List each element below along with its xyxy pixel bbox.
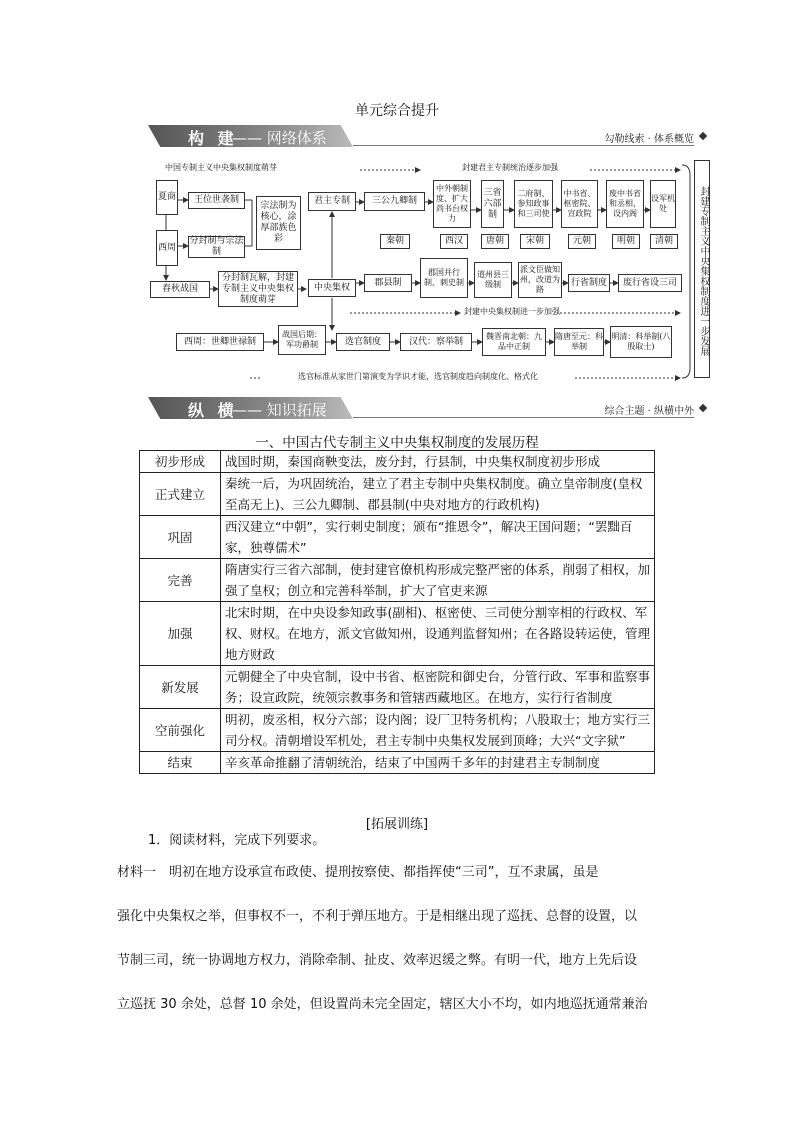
row-key: 正式建立	[140, 473, 221, 516]
table-row	[140, 752, 655, 774]
banner-big: 构 建	[188, 129, 238, 148]
banner-sub: 勾勒线索 · 体系概览	[604, 134, 694, 145]
banner-big: 纵 横	[188, 401, 238, 420]
box-chunqiu: 春秋战国	[150, 281, 210, 298]
box-zongfa: 宗法制为核心，涂厚部族色彩	[256, 196, 301, 250]
box-fenfeng: 分封制与宗法制	[189, 236, 244, 257]
training-label: [拓展训练]	[365, 817, 429, 832]
box-qing: 清朝	[650, 234, 678, 249]
box-xuanguan: 选官制度	[336, 333, 390, 351]
banner-small: —— 知识拓展	[232, 401, 327, 419]
row-value: 北宋时期，在中央设参知政事(副相)、枢密使、三司使分割宰相的行政权、军权、财权。在地方，派文官做知州，设通判监督知州；在各路设转运使，管理地方财政	[221, 602, 655, 666]
box-qin1: 秦朝	[380, 234, 410, 249]
box-xingsheng: 行省制度	[568, 274, 610, 292]
box-feixing: 废行省设三司	[618, 274, 682, 292]
box-xihan: 西汉	[440, 234, 468, 249]
box-wangwei: 王位世袭制	[188, 192, 245, 209]
box-junxian: 郡县制	[364, 274, 412, 292]
box-daozhou: 道州县三级制	[474, 262, 512, 298]
table-row	[140, 451, 655, 473]
box-fei: 废中书省和丞相，设内阁	[606, 180, 644, 228]
box-ming: 明朝	[612, 234, 640, 249]
banner-sub: 综合主题 · 纵横中外	[604, 406, 694, 417]
section-heading: 一、中国古代专制主义中央集权制度的发展历程	[255, 435, 539, 451]
page-title: 单元综合提升	[355, 103, 439, 119]
box-fenfeng-wajie: 分封制瓦解，封建专制主义中央集权制度萌芽	[218, 271, 298, 307]
box-erfu: 二府制、参知政事和三司使	[514, 180, 553, 228]
box-paiwen: 派文臣做知州，改道为路	[518, 262, 562, 298]
row-key: 完善	[140, 559, 221, 602]
table-row	[140, 559, 655, 602]
box-sansheng: 三省六部制	[481, 180, 504, 228]
row-value: 战国时期，秦国商鞅变法，废分封，行县制，中央集权制度初步形成	[221, 451, 655, 473]
box-xizhou: 西周	[156, 230, 178, 266]
history-table	[139, 450, 655, 774]
box-shejun: 设军机处	[650, 180, 676, 228]
box-jiupin: 魏晋南北朝：九品中正制	[482, 328, 546, 356]
row-key: 新发展	[140, 666, 221, 709]
box-zhongwai: 中外朝制度、扩大尚书台权力	[433, 180, 471, 228]
table-row	[140, 516, 655, 559]
label-mid: 封建中央集权制进一步加强	[464, 307, 560, 316]
box-xiashang: 夏商	[156, 180, 178, 215]
box-keju: 隋唐至元：科举制	[554, 328, 604, 356]
label-bottom: 选官标准从家世门第演变为学识才能，选官制度趋向制度化、格式化	[298, 372, 538, 381]
label-top-right: 封建君主专制统治逐步加强	[462, 163, 558, 172]
table-row	[140, 709, 655, 752]
vertical-label: 封建专制主义中央集权制度进一步发展	[694, 160, 710, 378]
box-zhongyang: 中央集权	[308, 279, 356, 297]
row-value: 辛亥革命推翻了清朝统治，结束了中国两千多年的封建君主专制制度	[221, 752, 655, 774]
box-tang: 唐朝	[481, 234, 509, 249]
diamond-icon	[699, 404, 707, 412]
material-line-2: 强化中央集权之举，但事权不一，不利于弹压地方。于是相继出现了巡抚、总督的设置，以	[117, 909, 638, 924]
material-line-4: 立巡抚 30 余处，总督 10 余处，但设置尚未完全固定，辖区大小不均，如内地巡抚通常兼治	[117, 997, 648, 1012]
box-junggong: 战国后期：军功爵制	[278, 325, 326, 355]
material-line-1: 材料一 明初在地方设承宣布政使、提刑按察使、都指挥使“三司”，互不隶属，虽是	[117, 865, 599, 880]
row-value: 隋唐实行三省六部制，使封建官僚机构形成完整严密的体系，削弱了相权，加强了皇权；创立和完善科举制，扩大了官吏来源	[221, 559, 655, 602]
table-row	[140, 602, 655, 666]
row-key: 巩固	[140, 516, 221, 559]
box-zhongshu: 中书省、枢密院、宣政院	[561, 180, 598, 228]
table-row	[140, 666, 655, 709]
box-junguo: 郡国并行制、刺史制	[420, 258, 468, 298]
box-bagu: 明清：科举制(八股取士)	[610, 326, 672, 358]
row-key: 加强	[140, 602, 221, 666]
box-junzhu: 君主专制	[308, 192, 356, 211]
question: 1．阅读材料，完成下列要求。	[148, 833, 326, 848]
box-sangong: 三公九卿制	[364, 192, 425, 211]
material-line-3: 节制三司，统一协调地方权力，消除牵制、扯皮、效率迟缓之弊。有明一代，地方上先后设	[117, 953, 638, 968]
row-value: 明初，废丞相，权分六部；设内阁；设厂卫特务机构；八股取士；地方实行三司分权。清朝增设军机处，君主专制中央集权发展到顶峰；大兴“文字狱”	[221, 709, 655, 752]
box-chaju: 汉代：察举制	[400, 333, 472, 351]
row-value: 西汉建立“中朝”，实行刺史制度；颁布“推恩令”，解决王国问题；“罢黜百家，独尊儒术”	[221, 516, 655, 559]
banner-knowledge	[148, 397, 708, 419]
row-key: 结束	[140, 752, 221, 774]
table-row	[140, 473, 655, 516]
row-value: 秦统一后，为巩固统治，建立了君主专制中央集权制度。确立皇帝制度(皇权至高无上)、三公九卿制、郡县制(中央对地方的行政机构)	[221, 473, 655, 516]
banner-small: —— 网络体系	[232, 129, 327, 147]
row-key: 初步形成	[140, 451, 221, 473]
label-top-left: 中国专制主义中央集权制度萌芽	[165, 163, 277, 172]
box-shiqing: 西周：世卿世禄制	[176, 333, 264, 351]
box-song: 宋朝	[520, 234, 550, 249]
row-key: 空前强化	[140, 709, 221, 752]
box-yuan: 元朝	[568, 234, 596, 249]
row-value: 元朝健全了中央官制，设中书省、枢密院和御史台，分管行政、军事和监察事务；设宣政院，统领宗教事务和管辖西藏地区。在地方，实行行省制度	[221, 666, 655, 709]
